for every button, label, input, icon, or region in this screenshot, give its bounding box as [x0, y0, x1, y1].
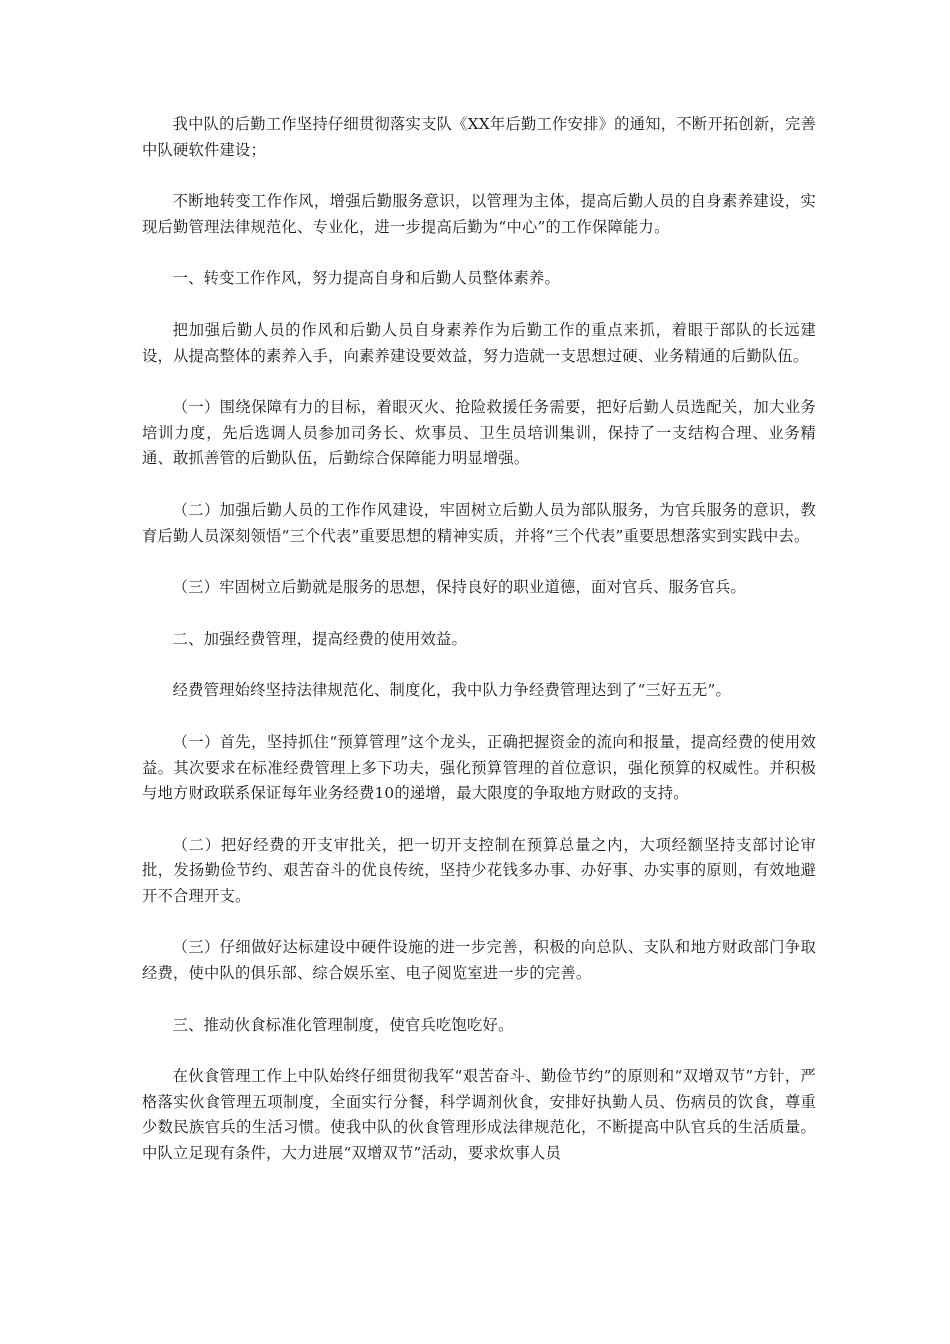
section-heading-2: 二、加强经费管理，提高经费的使用效益。	[172, 629, 468, 648]
section-heading-3: 三、推动伙食标准化管理制度，使官兵吃饱吃好。	[172, 1015, 514, 1034]
paragraph-section-1-item-1: （一）围绕保障有力的目标，着眼灭火、抢险救援任务需要，把好后勤人员选配关，加大业务培训力度，先后选调人员参加司务长、炊事员、卫生员培训集训，保持了一支结构合理、业务精通、敢抓善管的后勤队伍，后勤综合保障能力明显增强。	[142, 398, 816, 468]
paragraph-section-3-body: 在伙食管理工作上中队始终仔细贯彻我军“艰苦奋斗、勤俭节约”的原则和“双增双节”方针，严格落实伙食管理五项制度，全面实行分餐，科学调剂伙食，安排好执勤人员、伤病员的饮食，尊重少数民族官兵的生活习惯。使我中队的伙食管理形成法律规范化，不断提高中队官兵的生活质量。中队立足现有条件，大力进展“双增双节”活动，要求炊事人员	[142, 1067, 816, 1163]
paragraph-section-1-item-2: （二）加强后勤人员的工作作风建设，牢固树立后勤人员为部队服务，为官兵服务的意识，教育后勤人员深刻领悟“三个代表”重要思想的精神实质，并将“三个代表”重要思想落实到实践中去。	[142, 500, 816, 545]
paragraph-section-2-item-1: （一）首先，坚持抓住“预算管理”这个龙头，正确把握资金的流向和报量，提高经费的使用效益。其次要求在标准经费管理上多下功夫，强化预算管理的首位意识，强化预算的权威性。并积极与地方财政联系保证每年业务经费10的递增，最大限度的争取地方财政的支持。	[142, 732, 816, 803]
paragraph-intro: 我中队的后勤工作坚持仔细贯彻落实支队《XX年后勤工作安排》的通知，不断开拓创新，完善中队硬软件建设；	[142, 115, 816, 159]
paragraph-section-2-item-2: （二）把好经费的开支审批关，把一切开支控制在预算总量之内，大项经额坚持支部讨论审批，发扬勤俭节约、艰苦奋斗的优良传统，坚持少花钱多办事、办好事、办实事的原则，有效地避开不合理开支。	[142, 835, 816, 905]
paragraph-section-1-body: 把加强后勤人员的作风和后勤人员自身素养作为后勤工作的重点来抓，着眼于部队的长远建设，从提高整体的素养入手，向素养建设要效益，努力造就一支思想过硬、业务精通的后勤队伍。	[142, 320, 816, 365]
section-heading-1: 一、转变工作作风，努力提高自身和后勤人员整体素养。	[172, 269, 561, 288]
paragraph-section-2-item-3: （三）仔细做好达标建设中硬件设施的进一步完善，积极的向总队、支队和地方财政部门争取经费，使中队的俱乐部、综合娱乐室、电子阅览室进一步的完善。	[142, 938, 816, 983]
paragraph-section-2-body: 经费管理始终坚持法律规范化、制度化，我中队力争经费管理达到了“三好五无”。	[172, 681, 732, 700]
paragraph-work-style: 不断地转变工作作风，增强后勤服务意识，以管理为主体，提高后勤人员的自身素养建设，实现后勤管理法律规范化、专业化，进一步提高后勤为“中心”的工作保障能力。	[142, 192, 816, 236]
document-page	[142, 112, 816, 1193]
paragraph-section-1-item-3: （三）牢固树立后勤就是服务的思想，保持良好的职业道德，面对官兵、服务官兵。	[172, 578, 746, 597]
